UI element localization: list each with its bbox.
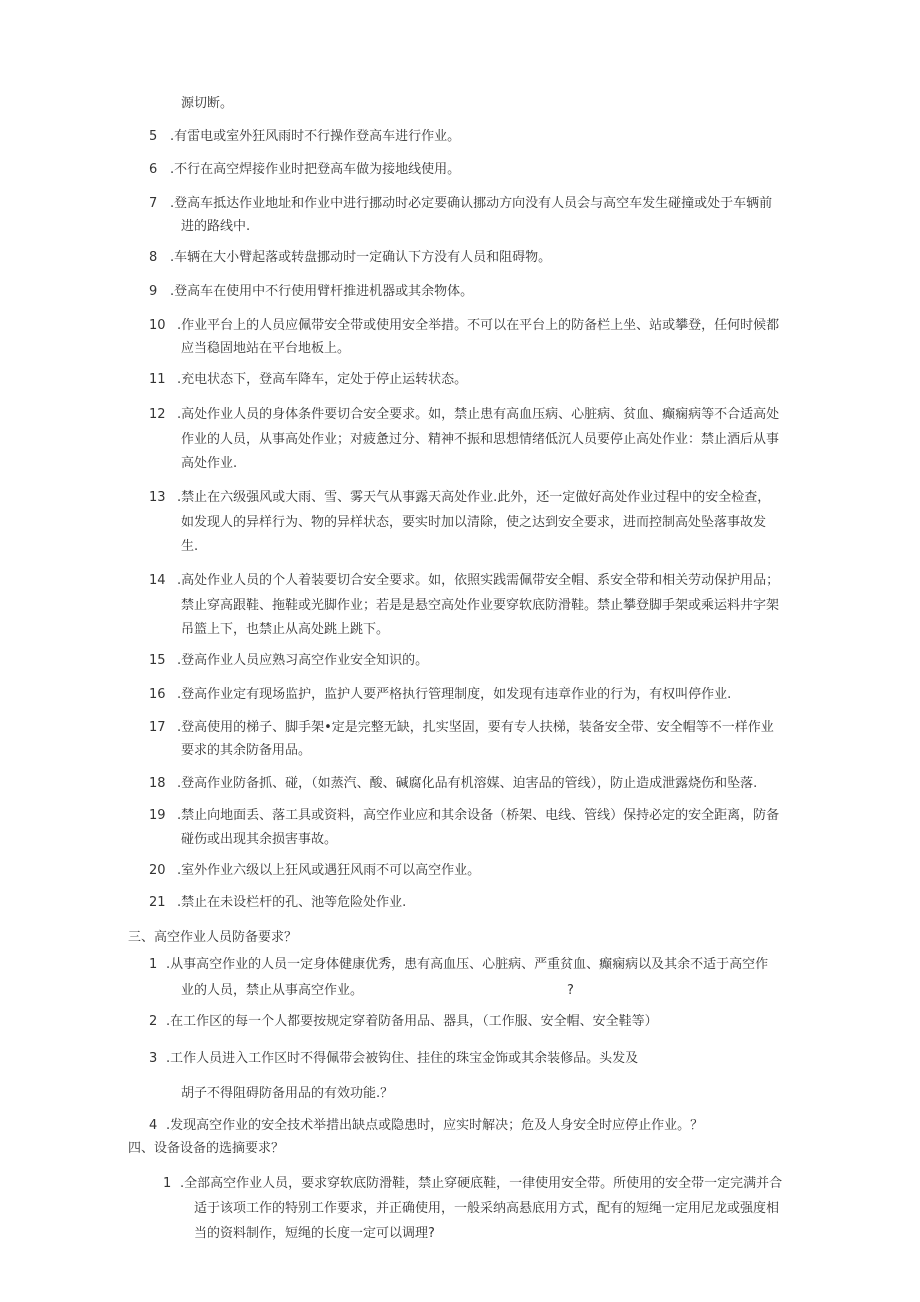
- item-text: .车辆在大小臂起落或转盘挪动时一定确认下方没有人员和阻碍物。: [170, 250, 552, 265]
- section-heading: 四、设备设备的选摘要求？: [128, 1141, 285, 1156]
- item-text: 要求的其余防备用品。: [181, 743, 312, 758]
- item-text: .充电状态下，登高车降车，定处于停止运转状态。: [177, 372, 468, 387]
- section-heading: 三、高空作业人员防备要求？: [128, 930, 298, 945]
- item-number: 16: [149, 687, 166, 702]
- item-text: .发现高空作业的安全技术举措出缺点或隐患时，应实时解决；危及人身安全时应停止作业。？: [166, 1118, 704, 1133]
- item-text: .从事高空作业的人员一定身体健康优秀，患有高血压、心脏病、严重贫血、癫痫病以及其余不适于高空作: [166, 957, 769, 972]
- item-text: .高处作业人员的身体条件要切合安全要求。如，禁止患有高血压病、心脏病、贫血、癫痫病等不合适高处: [177, 407, 780, 422]
- item-text: .有雷电或室外狂风雨时不行操作登高车进行作业。: [170, 129, 461, 144]
- item-number: 19: [149, 808, 166, 823]
- item-text: 生.: [181, 539, 199, 554]
- item-text: .登高作业定有现场监护，监护人要严格执行管理制度，如发现有违章作业的行为，有权叫停作业.: [177, 687, 732, 702]
- item-text: .禁止在六级强风或大雨、雪、雾天气从事露天高处作业.此外，还一定做好高处作业过程中的安全检查，: [177, 490, 771, 505]
- item-number: 15: [149, 653, 166, 668]
- item-number: 1: [149, 957, 158, 972]
- continuation-text: 源切断。: [181, 96, 234, 111]
- item-number: 9: [149, 284, 158, 299]
- item-text: 如发现人的异样行为、物的异样状态，要实时加以清除，使之达到安全要求，进而控制高处坠落事故发: [181, 515, 767, 530]
- item-text: .不行在高空焊接作业时把登高车做为接地线使用。: [170, 162, 461, 177]
- item-trail-mark: ?: [567, 983, 574, 998]
- item-text: 当的资料制作，短绳的长度一定可以调理?: [194, 1226, 435, 1241]
- item-number: 2: [149, 1014, 158, 1029]
- item-text: .全部高空作业人员，要求穿软底防滑鞋，禁止穿硬底鞋，一律使用安全带。所使用的安全带一定完满并合: [180, 1176, 783, 1191]
- item-text: .室外作业六级以上狂风或遇狂风雨不可以高空作业。: [177, 863, 481, 878]
- item-text: .在工作区的每一个人都要按规定穿着防备用品、器具，（工作服、安全帽、安全鞋等）: [166, 1014, 658, 1029]
- item-text: 应当稳固地站在平台地板上。: [181, 341, 351, 356]
- item-number: 8: [149, 250, 158, 265]
- item-text: 吊篮上下，也禁止从高处跳上跳下。: [181, 622, 390, 637]
- item-text: 作业的人员，从事高处作业；对疲惫过分、精神不振和思想情绪低沉人员要停止高处作业：禁止酒后从事: [181, 432, 780, 447]
- item-number: 14: [149, 573, 166, 588]
- item-text: .登高车在使用中不行使用臂杆推进机器或其余物体。: [170, 284, 474, 299]
- item-number: 12: [149, 407, 166, 422]
- item-text: .登高车抵达作业地址和作业中进行挪动时必定要确认挪动方向没有人员会与高空车发生碰撞或处于车辆前: [170, 196, 773, 211]
- item-number: 21: [149, 895, 166, 910]
- item-number: 20: [149, 863, 166, 878]
- item-number: 18: [149, 776, 166, 791]
- item-text: 业的人员，禁止从事高空作业。: [181, 983, 364, 998]
- item-text: 适于该项工作的特别工作要求，并正确使用，一般采纳高悬底用方式，配有的短绳一定用尼龙或强度相: [194, 1201, 780, 1216]
- item-number: 17: [149, 720, 166, 735]
- item-text: 禁止穿高跟鞋、拖鞋或光脚作业；若是是悬空高处作业要穿软底防滑鞋。禁止攀登脚手架或乘运料井字架: [181, 598, 780, 613]
- item-number: 10: [149, 318, 166, 333]
- item-text: 高处作业.: [181, 456, 238, 471]
- item-text: .禁止向地面丢、落工具或资料，高空作业应和其余设备（桥架、电线、管线）保持必定的安全距离，防备: [177, 808, 780, 823]
- item-text: .高处作业人员的个人着装要切合安全要求。如，依照实践需佩带安全帽、系安全带和相关劳动保护用品；: [177, 573, 780, 588]
- item-number: 1: [163, 1176, 172, 1191]
- item-number: 11: [149, 372, 166, 387]
- item-text: 胡子不得阻碍防备用品的有效功能.？: [181, 1086, 394, 1101]
- item-text: .作业平台上的人员应佩带安全带或使用安全举措。不可以在平台上的防备栏上坐、站或攀登，任何时候都: [177, 318, 780, 333]
- item-number: 4: [149, 1118, 158, 1133]
- item-text: .登高使用的梯子、脚手架•定是完整无缺，扎实坚固，要有专人扶梯，装备安全带、安全帽等不一样作业: [177, 720, 774, 735]
- item-text: .工作人员进入工作区时不得佩带会被钩住、挂住的珠宝金饰或其余装修品。头发及: [166, 1051, 639, 1066]
- item-text: .登高作业人员应熟习高空作业安全知识的。: [177, 653, 429, 668]
- item-text: 进的路线中.: [181, 219, 251, 234]
- item-number: 6: [149, 162, 158, 177]
- item-text: .登高作业防备抓、碰，（如蒸汽、酸、碱腐化品有机溶媒、迫害品的管线），防止造成泄露烧伤和坠落.: [177, 776, 758, 791]
- item-number: 3: [149, 1051, 158, 1066]
- item-number: 5: [149, 129, 158, 144]
- item-text: .禁止在未设栏杆的孔、池等危险处作业.: [177, 895, 407, 910]
- item-number: 7: [149, 196, 158, 211]
- item-text: 碰伤或出现其余损害事故。: [181, 832, 338, 847]
- item-number: 13: [149, 490, 166, 505]
